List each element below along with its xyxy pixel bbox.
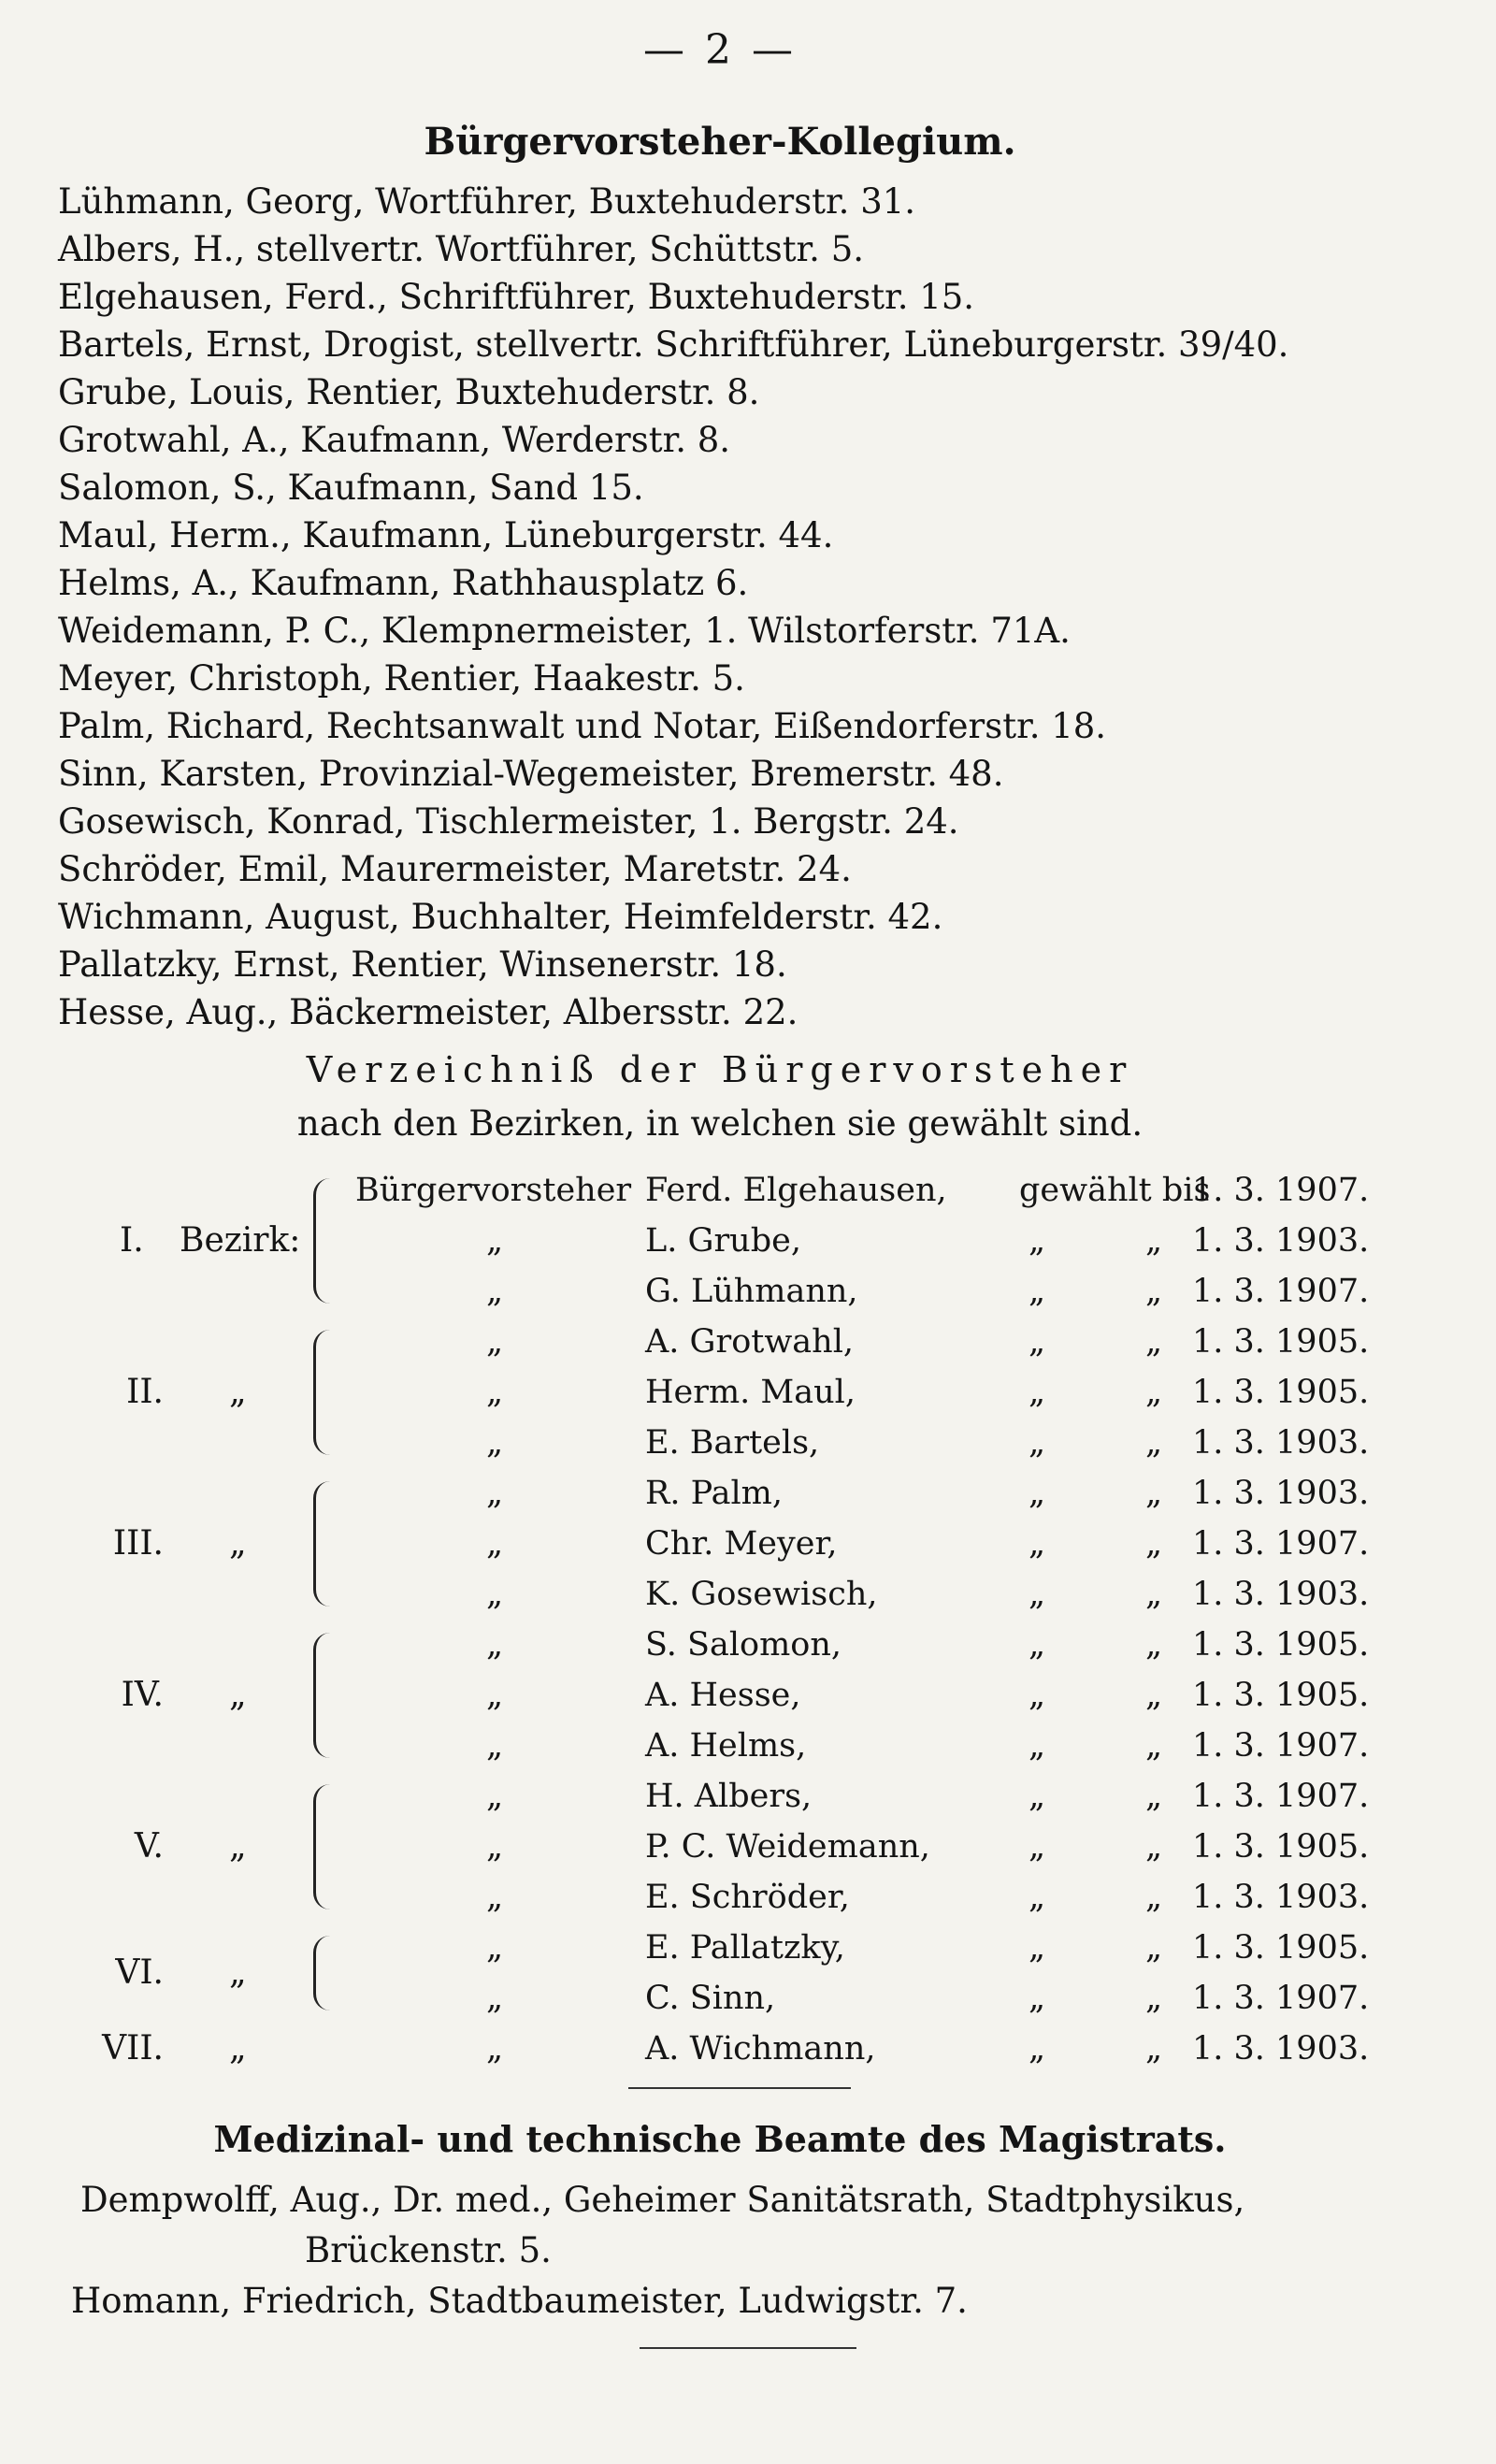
member-entry: Schröder, Emil, Maurermeister, Maretstr. 24. <box>58 849 852 889</box>
district-row-name: R. Palm, <box>645 1475 783 1512</box>
district-row-title: „ <box>486 1374 504 1411</box>
district-row-date: 1. 3. 1903. <box>1192 2030 1370 2068</box>
district-row-ditto: „ <box>1028 1576 1046 1613</box>
member-entry: Hesse, Aug., Bäckermeister, Albersstr. 22. <box>58 992 798 1032</box>
district-row-date: 1. 3. 1907. <box>1192 1727 1370 1765</box>
district-row <box>0 1620 1496 1670</box>
district-row-ditto: „ <box>1145 1475 1163 1512</box>
district-row-ditto: „ <box>1145 1828 1163 1866</box>
district-label-suffix: „ <box>229 1524 247 1563</box>
district-row-title: „ <box>486 2030 504 2068</box>
district-row-title: „ <box>486 1576 504 1613</box>
district-row-title: „ <box>486 1525 504 1563</box>
member-entry: Albers, H., stellvertr. Wortführer, Schüttstr. 5. <box>58 229 865 269</box>
district-row-name: G. Lühmann, <box>645 1273 858 1310</box>
district-row-ditto: „ <box>1145 1576 1163 1613</box>
district-number: V. <box>134 1827 164 1866</box>
divider <box>628 2087 851 2089</box>
district-row <box>0 1468 1496 1519</box>
district-row <box>0 1569 1496 1620</box>
district-row <box>0 1317 1496 1367</box>
district-label-suffix: „ <box>229 1827 247 1866</box>
district-row-date: 1. 3. 1905. <box>1192 1374 1370 1411</box>
district-label-suffix: „ <box>229 1373 247 1411</box>
district-number: III. <box>112 1524 164 1563</box>
district-row-name: P. C. Weidemann, <box>645 1828 930 1866</box>
district-row-ditto: „ <box>1145 1374 1163 1411</box>
staff-entry <box>80 2175 1408 2276</box>
brace-mark <box>313 1481 340 1607</box>
member-entry: Weidemann, P. C., Klempnermeister, 1. Wilstorferstr. 71A. <box>58 611 1071 651</box>
district-row-date: 1. 3. 1907. <box>1192 1525 1370 1563</box>
district-row-name: H. Albers, <box>645 1778 813 1815</box>
district-label-suffix: „ <box>229 1676 247 1714</box>
district-row-name: K. Gosewisch, <box>645 1576 878 1613</box>
district-row-title: „ <box>486 1323 504 1361</box>
district-row-date: 1. 3. 1905. <box>1192 1929 1370 1967</box>
district-label <box>0 1822 309 1872</box>
district-row-date: 1. 3. 1907. <box>1192 1172 1370 1209</box>
district-row-ditto: „ <box>1028 1525 1046 1563</box>
district-row-ditto: „ <box>1145 1525 1163 1563</box>
district-row-date: 1. 3. 1903. <box>1192 1222 1370 1260</box>
brace-mark <box>313 1178 340 1304</box>
page-number: — 2 — <box>643 26 797 74</box>
member-entry: Sinn, Karsten, Provinzial-Wegemeister, Bremerstr. 48. <box>58 754 1004 794</box>
district-label-suffix: Bezirk: <box>180 1221 301 1260</box>
district-row-name: Herm. Maul, <box>645 1374 856 1411</box>
brace-mark <box>313 1330 340 1455</box>
district-row-ditto: „ <box>1028 1424 1046 1462</box>
district-row-title: „ <box>486 1727 504 1765</box>
district-row-date: 1. 3. 1903. <box>1192 1576 1370 1613</box>
district-row-title: „ <box>486 1778 504 1815</box>
member-entry: Maul, Herm., Kaufmann, Lüneburgerstr. 44. <box>58 515 834 555</box>
district-row-ditto: „ <box>1028 1879 1046 1916</box>
district-row-ditto: „ <box>1028 1828 1046 1866</box>
kollegium-member-list <box>58 178 1442 1036</box>
district-row-ditto: „ <box>1028 2030 1046 2068</box>
district-row-title: „ <box>486 1424 504 1462</box>
district-row-ditto: „ <box>1145 1778 1163 1815</box>
district-label-suffix: „ <box>229 2029 247 2068</box>
divider <box>640 2347 856 2349</box>
district-row-title: „ <box>486 1273 504 1310</box>
district-row-ditto: „ <box>1028 1626 1046 1664</box>
district-row-ditto: „ <box>1028 1475 1046 1512</box>
district-row-ditto: „ <box>1145 1222 1163 1260</box>
district-row-title: „ <box>486 1677 504 1714</box>
district-label-suffix: „ <box>229 1953 247 1992</box>
district-row-ditto: „ <box>1145 1727 1163 1765</box>
member-entry: Lühmann, Georg, Wortführer, Buxtehuderstr. 31. <box>58 181 916 222</box>
district-row-date: 1. 3. 1907. <box>1192 1273 1370 1310</box>
district-row-ditto: „ <box>1145 1273 1163 1310</box>
brace-mark <box>313 1936 340 2010</box>
district-row-ditto: „ <box>1028 1222 1046 1260</box>
member-entry: Palm, Richard, Rechtsanwalt und Notar, Eißendorferstr. 18. <box>58 706 1107 746</box>
district-label <box>0 1670 309 1721</box>
district-row-date: 1. 3. 1903. <box>1192 1879 1370 1916</box>
district-row-name: C. Sinn, <box>645 1980 776 2017</box>
district-row-date: 1. 3. 1905. <box>1192 1828 1370 1866</box>
district-row-name: L. Grube, <box>645 1222 801 1260</box>
district-row-date: 1. 3. 1907. <box>1192 1980 1370 2017</box>
member-entry: Grube, Louis, Rentier, Buxtehuderstr. 8. <box>58 372 760 412</box>
member-entry: Wichmann, August, Buchhalter, Heimfelderstr. 42. <box>58 897 943 937</box>
district-row-ditto: „ <box>1145 1626 1163 1664</box>
district-row-ditto: „ <box>1028 1323 1046 1361</box>
district-row-title: „ <box>486 1626 504 1664</box>
district-number: VI. <box>115 1953 164 1992</box>
staff-entry-continuation: Brückenstr. 5. <box>305 2230 552 2270</box>
district-row-title: „ <box>486 1828 504 1866</box>
district-number: II. <box>126 1373 164 1411</box>
member-entry: Elgehausen, Ferd., Schriftführer, Buxtehuderstr. 15. <box>58 277 975 317</box>
district-row <box>0 1165 1496 1216</box>
district-row <box>0 1721 1496 1771</box>
district-row-name: A. Wichmann, <box>645 2030 876 2068</box>
district-row <box>0 1418 1496 1468</box>
district-row <box>0 1872 1496 1923</box>
district-row-title: „ <box>486 1980 504 2017</box>
district-label <box>0 1216 309 1266</box>
district-row-ditto: „ <box>1145 1677 1163 1714</box>
verzeichnis-heading: Verzeichniß der Bürgervorsteher <box>306 1049 1134 1090</box>
district-row-ditto: „ <box>1145 1879 1163 1916</box>
district-row-ditto: „ <box>1145 2030 1163 2068</box>
kollegium-heading: Bürgervorsteher-Kollegium. <box>424 120 1016 164</box>
district-row-ditto: „ <box>1028 1980 1046 2017</box>
district-row-date: 1. 3. 1903. <box>1192 1475 1370 1512</box>
district-row-name: Chr. Meyer, <box>645 1525 838 1563</box>
district-row-date: 1. 3. 1905. <box>1192 1323 1370 1361</box>
district-row-ditto: „ <box>1145 1424 1163 1462</box>
district-row-title: Bürgervorsteher <box>355 1172 632 1209</box>
district-label <box>0 1367 309 1418</box>
beamte-list <box>71 2175 1408 2327</box>
district-row-ditto: „ <box>1028 1677 1046 1714</box>
district-row-ditto: „ <box>1028 1727 1046 1765</box>
member-entry: Meyer, Christoph, Rentier, Haakestr. 5. <box>58 658 745 699</box>
district-number: VII. <box>102 2029 164 2068</box>
brace-mark <box>313 1784 340 1909</box>
district-row-ditto: „ <box>1028 1273 1046 1310</box>
member-entry: Salomon, S., Kaufmann, Sand 15. <box>58 468 644 508</box>
district-row <box>0 1266 1496 1317</box>
district-label <box>0 2024 309 2074</box>
district-row-title: „ <box>486 1929 504 1967</box>
district-row-date: 1. 3. 1907. <box>1192 1778 1370 1815</box>
district-row-ditto: „ <box>1145 1323 1163 1361</box>
brace-mark <box>313 1633 340 1758</box>
district-label <box>0 1519 309 1569</box>
district-number: I. <box>120 1221 144 1260</box>
district-row-name: E. Pallatzky, <box>645 1929 845 1967</box>
district-row-name: A. Hesse, <box>645 1677 801 1714</box>
verzeichnis-subheading: nach den Bezirken, in welchen sie gewählt sind. <box>296 1103 1144 1144</box>
district-row-title: „ <box>486 1222 504 1260</box>
district-row-ditto: „ <box>1028 1374 1046 1411</box>
district-row-name: A. Helms, <box>645 1727 807 1765</box>
district-row-ditto: „ <box>1028 1778 1046 1815</box>
staff-entry-line: Dempwolff, Aug., Dr. med., Geheimer Sanitätsrath, Stadtphysikus, <box>80 2180 1245 2220</box>
district-row-ditto: „ <box>1145 1929 1163 1967</box>
district-row-date: 1. 3. 1903. <box>1192 1424 1370 1462</box>
district-row-gewaehlt: gewählt bis <box>1019 1172 1211 1209</box>
district-number: IV. <box>121 1676 164 1714</box>
member-entry: Pallatzky, Ernst, Rentier, Winsenerstr. 18. <box>58 944 787 985</box>
staff-entry: Homann, Friedrich, Stadtbaumeister, Ludwigstr. 7. <box>71 2281 968 2321</box>
district-row-name: Ferd. Elgehausen, <box>645 1172 947 1209</box>
district-row-ditto: „ <box>1145 1980 1163 2017</box>
district-row-name: S. Salomon, <box>645 1626 842 1664</box>
district-row-title: „ <box>486 1879 504 1916</box>
district-row-name: E. Schröder, <box>645 1879 850 1916</box>
district-row <box>0 1771 1496 1822</box>
district-row-date: 1. 3. 1905. <box>1192 1677 1370 1714</box>
district-row-name: E. Bartels, <box>645 1424 820 1462</box>
member-entry: Bartels, Ernst, Drogist, stellvertr. Schriftführer, Lüneburgerstr. 39/40. <box>58 324 1289 365</box>
member-entry: Gosewisch, Konrad, Tischlermeister, 1. Bergstr. 24. <box>58 801 959 842</box>
member-entry: Grotwahl, A., Kaufmann, Werderstr. 8. <box>58 420 731 460</box>
beamte-heading: Medizinal- und technische Beamte des Magistrats. <box>213 2118 1227 2160</box>
member-entry: Helms, A., Kaufmann, Rathhausplatz 6. <box>58 563 749 603</box>
district-row-title: „ <box>486 1475 504 1512</box>
district-row-ditto: „ <box>1028 1929 1046 1967</box>
district-row-name: A. Grotwahl, <box>645 1323 855 1361</box>
district-row-date: 1. 3. 1905. <box>1192 1626 1370 1664</box>
district-label <box>0 1948 309 1998</box>
